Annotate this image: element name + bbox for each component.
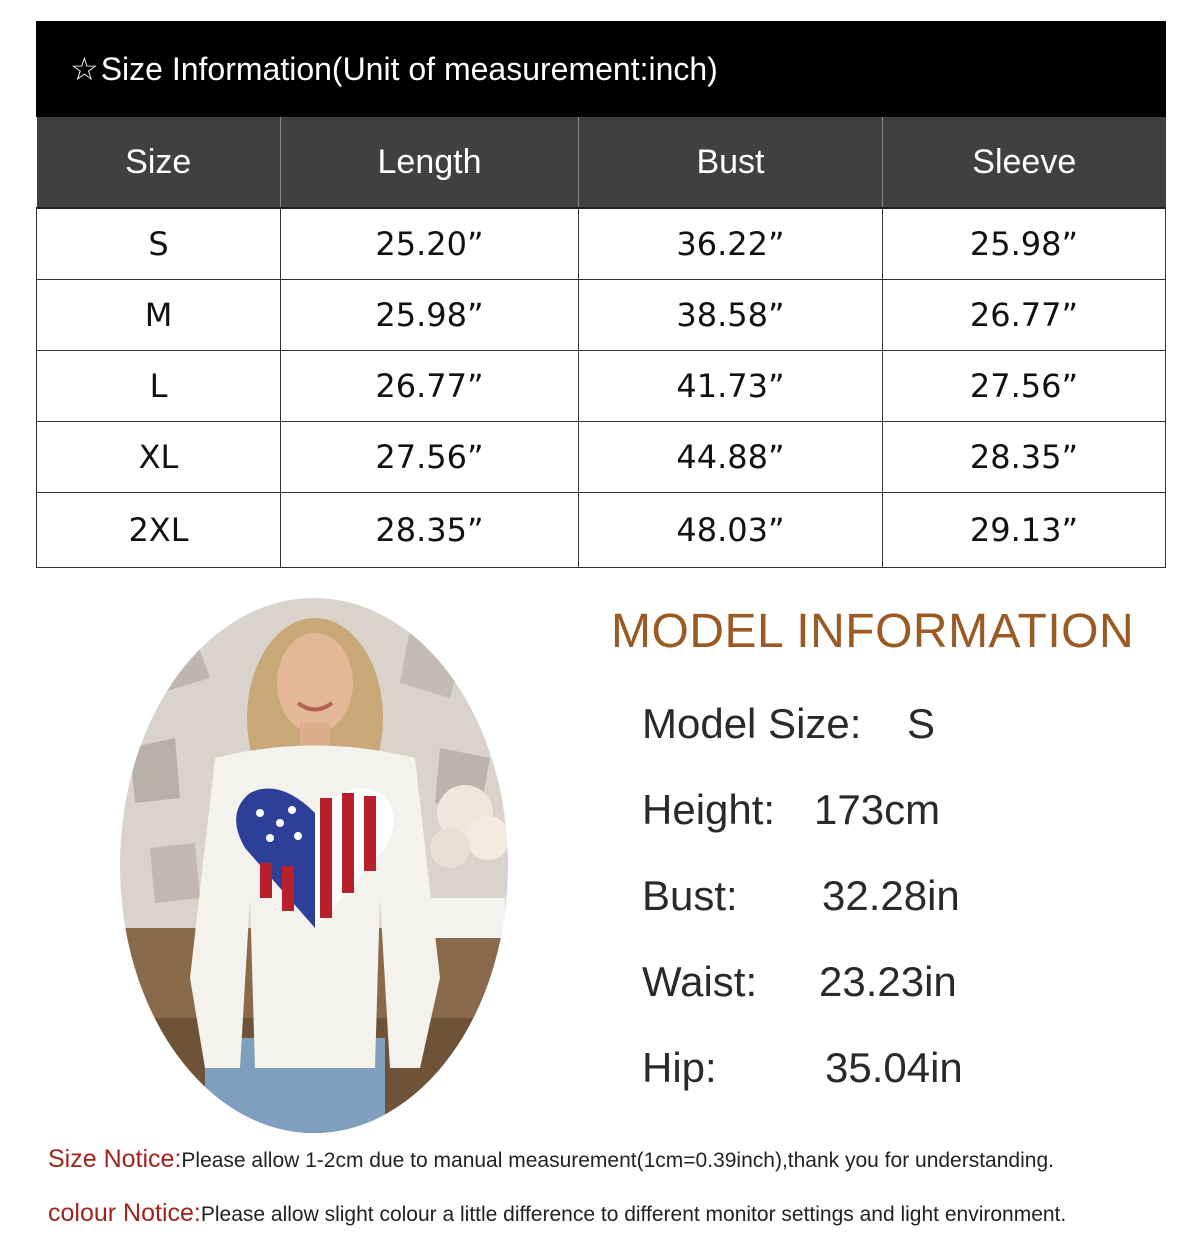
sleeve-cell: 25.98”	[883, 208, 1166, 280]
model-waist-row	[642, 958, 957, 1006]
size-notice-label: Size Notice:	[48, 1145, 182, 1173]
table-row	[37, 493, 1166, 568]
model-hip-label: Hip:	[642, 1044, 717, 1091]
model-size-row	[642, 700, 936, 748]
model-size-value: S	[907, 700, 936, 747]
sleeve-cell: 27.56”	[883, 351, 1166, 422]
table-row	[37, 422, 1166, 493]
size-info-title-bar	[36, 21, 1166, 117]
size-table	[36, 117, 1166, 568]
table-row	[37, 208, 1166, 280]
bust-cell: 44.88”	[579, 422, 883, 493]
length-cell: 25.98”	[281, 280, 579, 351]
sleeve-cell: 26.77”	[883, 280, 1166, 351]
bust-cell: 36.22”	[579, 208, 883, 280]
colour-notice-label: colour Notice:	[48, 1199, 201, 1227]
model-size-label: Model Size:	[642, 700, 862, 747]
sleeve-cell: 28.35”	[883, 422, 1166, 493]
model-photo	[120, 598, 508, 1133]
colour-notice-text: Please allow slight colour a little difference to different monitor settings and light environment.	[200, 1203, 1067, 1226]
size-cell: S	[37, 208, 281, 280]
model-waist-value: 23.23in	[819, 958, 957, 1005]
table-row	[37, 351, 1166, 422]
star-icon: ☆	[70, 51, 99, 87]
size-notice-text: Please allow 1-2cm due to manual measurement(1cm=0.39inch),thank you for understanding.	[181, 1149, 1054, 1172]
colour-notice	[48, 1199, 1066, 1228]
size-table-header-row	[37, 117, 1166, 208]
model-height-label: Height:	[642, 786, 776, 833]
size-cell: 2XL	[37, 493, 281, 568]
model-hip-row	[642, 1044, 963, 1092]
model-waist-label: Waist:	[642, 958, 758, 1005]
model-info-title: MODEL INFORMATION	[611, 605, 1135, 658]
length-cell: 25.20”	[281, 208, 579, 280]
length-cell: 27.56”	[281, 422, 579, 493]
model-height-value: 173cm	[814, 786, 941, 833]
model-bust-value: 32.28in	[822, 872, 960, 919]
column-header-size: Size	[37, 117, 281, 208]
model-height-row	[642, 786, 941, 834]
model-bust-row	[642, 872, 960, 920]
model-photo-illustration	[120, 598, 508, 1133]
size-info-title: Size Information(Unit of measurement:inch)	[100, 50, 718, 87]
size-cell: M	[37, 280, 281, 351]
model-bust-label: Bust:	[642, 872, 738, 919]
column-header-length: Length	[281, 117, 579, 208]
length-cell: 26.77”	[281, 351, 579, 422]
size-notice	[48, 1145, 1054, 1174]
sleeve-cell: 29.13”	[883, 493, 1166, 568]
length-cell: 28.35”	[281, 493, 579, 568]
table-row	[37, 280, 1166, 351]
bust-cell: 48.03”	[579, 493, 883, 568]
size-cell: XL	[37, 422, 281, 493]
column-header-sleeve: Sleeve	[883, 117, 1166, 208]
model-hip-value: 35.04in	[825, 1044, 963, 1091]
bust-cell: 41.73”	[579, 351, 883, 422]
size-cell: L	[37, 351, 281, 422]
column-header-bust: Bust	[579, 117, 883, 208]
bust-cell: 38.58”	[579, 280, 883, 351]
